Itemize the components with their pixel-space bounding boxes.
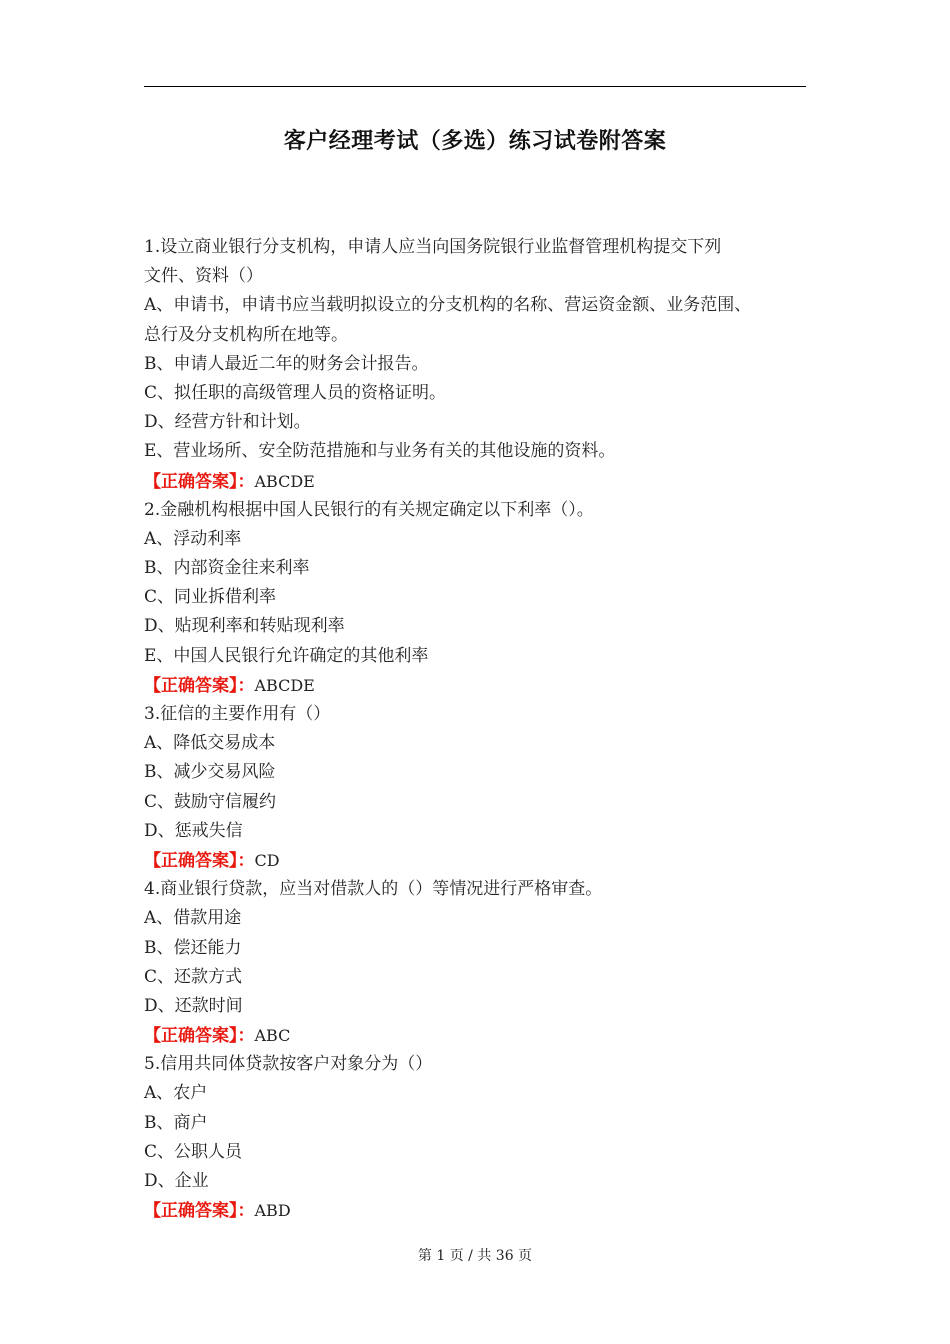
question-stem: 文件、资料（）	[144, 266, 263, 287]
option-c: C、公职人员	[144, 1141, 243, 1162]
question-stem: 2.金融机构根据中国人民银行的有关规定确定以下利率（）。	[144, 499, 594, 520]
option-a: A、申请书，申请书应当载明拟设立的分支机构的名称、营运资金额、业务范围、	[144, 295, 752, 316]
question-block	[144, 233, 824, 496]
option-d: D、惩戒失信	[144, 820, 243, 841]
question-stem: 1.设立商业银行分支机构，申请人应当向国务院银行业监督管理机构提交下列	[144, 237, 722, 257]
option-c: C、鼓励守信履约	[144, 791, 277, 812]
option-e: E、中国人民银行允许确定的其他利率	[144, 645, 429, 666]
answer-value: CD	[254, 850, 280, 870]
page-number: 第 1 页 / 共 36 页	[417, 1248, 533, 1264]
option-d: D、贴现利率和转贴现利率	[144, 616, 345, 637]
option-c: C、还款方式	[144, 966, 243, 987]
answer-label: 【正确答案】：	[144, 1026, 255, 1047]
question-stem: 4.商业银行贷款，应当对借款人的（）等情况进行严格审查。	[144, 879, 603, 900]
option-b: B、偿还能力	[144, 937, 242, 958]
option-b: B、减少交易风险	[144, 762, 276, 783]
option-c: C、同业拆借利率	[144, 587, 277, 608]
option-a: 总行及分支机构所在地等。	[144, 324, 348, 345]
option-a: A、浮动利率	[144, 528, 242, 549]
question-stem: 5.信用共同体贷款按客户对象分为（）	[144, 1054, 433, 1075]
header-rule	[144, 86, 806, 87]
answer-line	[144, 671, 824, 700]
question-block	[144, 700, 824, 875]
question-stem: 3.征信的主要作用有（）	[144, 704, 331, 724]
option-e: E、营业场所、安全防范措施和与业务有关的其他设施的资料。	[144, 441, 616, 462]
answer-value: ABCDE	[254, 471, 315, 491]
answer-label: 【正确答案】：	[144, 675, 255, 696]
answer-value: ABD	[254, 1201, 291, 1221]
answer-label: 【正确答案】：	[144, 850, 255, 871]
option-c: C、拟任职的高级管理人员的资格证明。	[144, 382, 447, 403]
answer-line	[144, 1196, 824, 1225]
answer-line	[144, 1021, 824, 1050]
answer-value: ABC	[254, 1026, 291, 1046]
option-b: B、内部资金往来利率	[144, 558, 310, 579]
option-a: A、借款用途	[144, 908, 242, 929]
question-block	[144, 875, 824, 1050]
answer-line	[144, 467, 824, 496]
option-a: A、降低交易成本	[144, 733, 276, 754]
answer-label: 【正确答案】：	[144, 471, 255, 492]
question-list	[144, 233, 824, 1225]
option-a: A、农户	[144, 1083, 208, 1104]
option-b: B、商户	[144, 1112, 208, 1133]
question-block	[144, 496, 824, 700]
answer-value: ABCDE	[254, 675, 315, 695]
option-b: B、申请人最近二年的财务会计报告。	[144, 353, 429, 374]
option-d: D、还款时间	[144, 995, 243, 1016]
answer-label: 【正确答案】：	[144, 1201, 255, 1222]
option-d: D、经营方针和计划。	[144, 412, 311, 433]
option-d: D、企业	[144, 1171, 209, 1191]
document-title: 客户经理考试（多选）练习试卷附答案	[283, 129, 667, 154]
answer-line	[144, 846, 824, 875]
question-block	[144, 1050, 824, 1225]
